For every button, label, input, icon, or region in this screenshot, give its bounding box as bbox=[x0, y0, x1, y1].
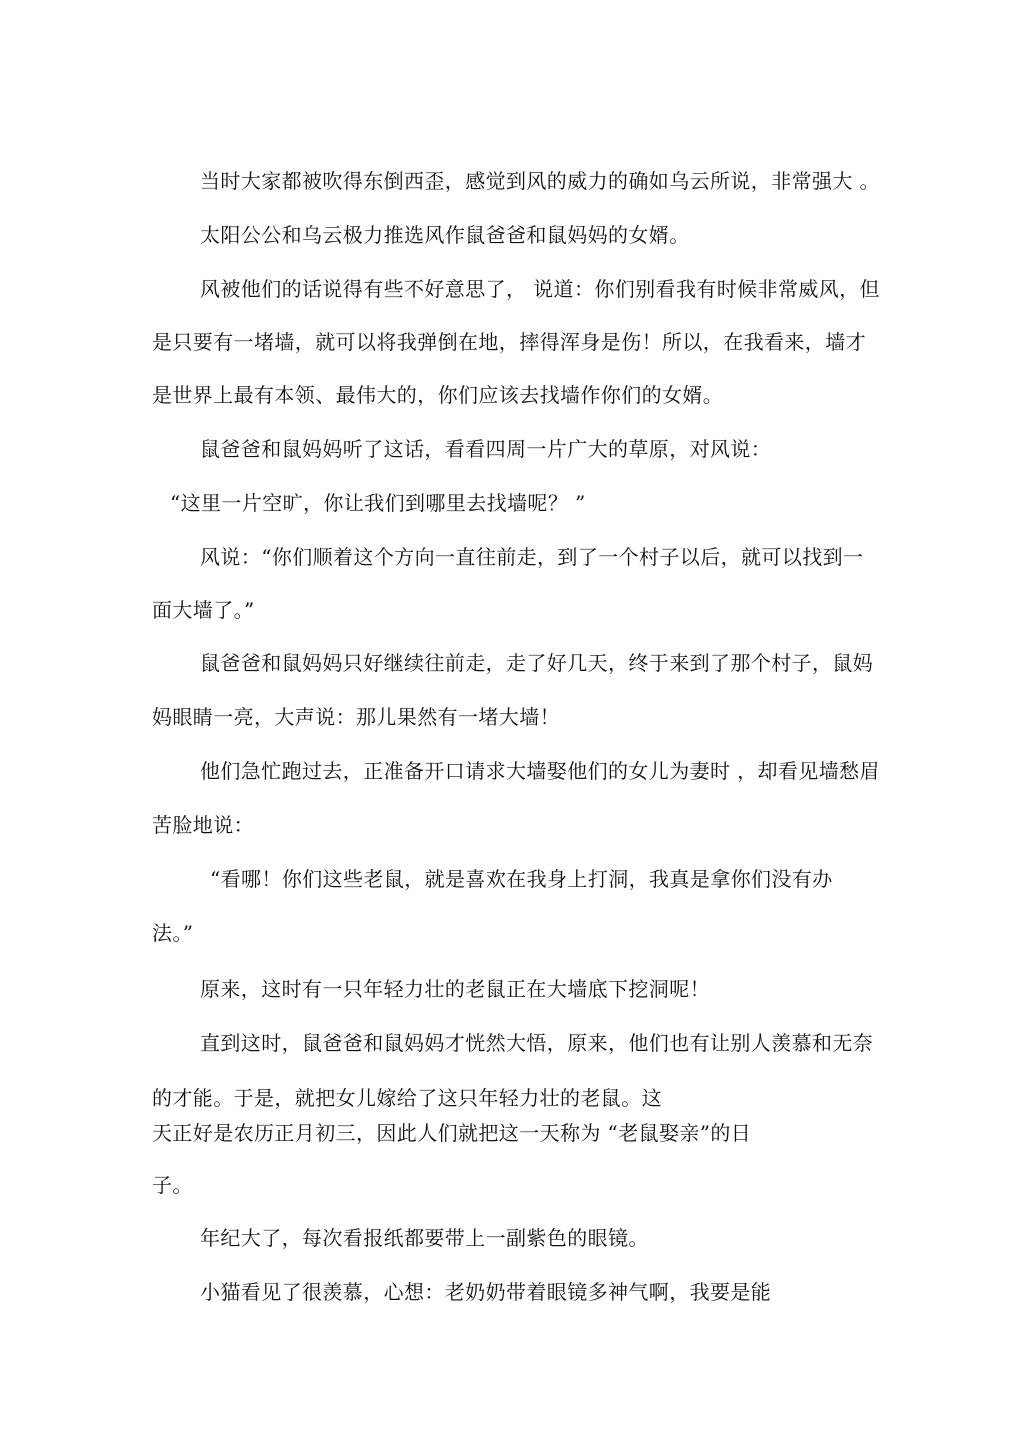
text-line-4: 是只要有一堵墙，就可以将我弹倒在地，摔得浑身是伤！所以，在我看来，墙才 bbox=[152, 330, 866, 354]
text-line-16: 原来，这时有一只年轻力壮的老鼠正在大墙底下挖洞呢！ bbox=[200, 977, 710, 1001]
text-line-18: 的才能。于是，就把女儿嫁给了这只年轻力壮的老鼠。这 bbox=[152, 1086, 662, 1110]
text-line-17: 直到这时，鼠爸爸和鼠妈妈才恍然大悟，原来，他们也有让别人羡慕和无奈 bbox=[200, 1031, 874, 1055]
text-line-11: 妈眼睛一亮，大声说：那儿果然有一堵大墙！ bbox=[152, 705, 560, 729]
text-line-9: 面大墙了。” bbox=[152, 598, 255, 622]
text-line-1: 当时大家都被吹得东倒西歪，感觉到风的威力的确如乌云所说，非常强大 。 bbox=[200, 169, 880, 193]
text-line-22: 小猫看见了很羡慕，心想：老奶奶带着眼镜多神气啊，我要是能 bbox=[200, 1280, 772, 1304]
text-line-6: 鼠爸爸和鼠妈妈听了这话，看看四周一片广大的草原，对风说： bbox=[200, 437, 772, 461]
text-line-15: 法。” bbox=[152, 921, 194, 945]
text-line-14: “看哪！你们这些老鼠，就是喜欢在我身上打洞，我真是拿你们没有办 bbox=[210, 867, 833, 891]
text-line-12: 他们急忙跑过去，正准备开口请求大墙娶他们的女儿为妻时 ，却看见墙愁眉 bbox=[200, 759, 880, 783]
text-line-10: 鼠爸爸和鼠妈妈只好继续往前走，走了好几天，终于来到了那个村子，鼠妈 bbox=[200, 651, 874, 675]
text-line-5: 是世界上最有本领、最伟大的，你们应该去找墙作你们的女婿。 bbox=[152, 383, 724, 407]
text-line-3: 风被他们的话说得有些不好意思了， 说道：你们别看我有时候非常威风，但 bbox=[200, 277, 880, 301]
text-line-20: 子。 bbox=[152, 1173, 193, 1197]
text-line-13: 苦脸地说： bbox=[152, 813, 254, 837]
text-line-7: “这里一片空旷，你让我们到哪里去找墙呢？ ” bbox=[170, 491, 586, 515]
text-line-21: 年纪大了，每次看报纸都要带上一副紫色的眼镜。 bbox=[200, 1226, 649, 1250]
text-line-2: 太阳公公和乌云极力推选风作鼠爸爸和鼠妈妈的女婿。 bbox=[200, 223, 690, 247]
text-line-8: 风说：“你们顺着这个方向一直往前走，到了一个村子以后，就可以找到一 bbox=[200, 545, 864, 569]
text-line-19: 天正好是农历正月初三，因此人们就把这一天称为 “老鼠娶亲”的日 bbox=[152, 1121, 752, 1145]
